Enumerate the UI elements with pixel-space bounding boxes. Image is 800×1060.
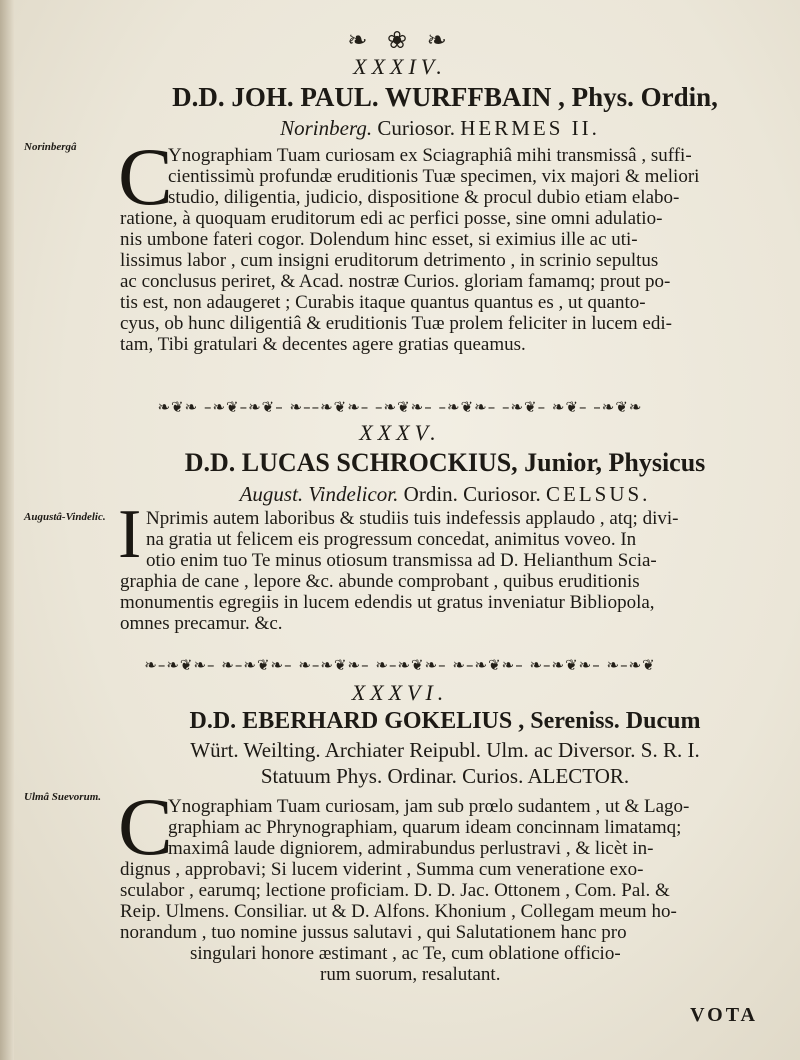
ornamental-rule: ❧–❧❦❧– ❧–❧❦❧– ❧–❧❦❧– ❧–❧❦❧– ❧–❧❦❧– ❧–❧❦❧– ❧–❧❦ [144,656,656,674]
text-line: singulari honore æstimant , ac Te, cum oblatione officio- [190,943,621,964]
subheading-text: Ordin. Curiosor. [403,482,541,506]
section-numeral: XXXV. [359,420,441,445]
text-line: studio, diligentia, judicio, dispositione & procul dubio etiam elabo- [168,187,680,208]
text-line: dignus , approbavi; Si lucem viderint , Summa cum veneratione exo- [120,859,644,880]
section-subheading [100,482,790,507]
text-line: nis umbone fateri cogor. Dolendum hinc esset, si eximius ille ac uti- [120,229,638,250]
text-line: sculabor , earumq; lectione proficiam. D. D. Jac. Ottonem , Com. Pal. & [120,880,670,901]
section-heading-line3: Statuum Phys. Ordinar. Curios. ALECTOR. [260,764,630,788]
text-line: omnes precamur. &c. [120,613,283,634]
text-line: Reip. Ulmens. Consiliar. ut & D. Alfons. Khonium , Collegam meum ho- [120,901,677,922]
text-line: tam, Tibi gratulari & decentes agere gratias queamus. [120,334,526,355]
text-line: ratione, à quoquam eruditorum edi ac perfici posse, sine omni adulatio- [120,208,663,229]
section-heading: D.D. LUCAS SCHROCKIUS, Junior, Physicus [184,448,706,477]
text-line: maximâ laude digniorem, admirabundus perlustravi , & licèt in- [168,838,654,859]
letter-body [120,796,780,985]
text-line: rum suorum, resalutant. [320,964,501,985]
text-line: graphiam ac Phrynographiam, quarum ideam concinnam limatamq; [168,817,682,838]
text-line: Nprimis autem laboribus & studiis tuis indefessis applaudo , atq; divi- [146,508,679,529]
drop-initial: C [118,131,173,222]
letter-body [120,145,780,355]
text-line: ac conclusus periret, & Acad. nostræ Curios. gloriam famamq; prout po- [120,271,671,292]
section-heading: D.D. EBERHARD GOKELIUS , Sereniss. Ducum [189,708,701,734]
text-line: lissimus labor , cum insigni eruditorum detrimento , in scrinio sepultus [120,250,659,271]
section-subheading [160,116,720,141]
text-line: otio enim tuo Te minus otiosum transmissa ad D. Helianthum Scia- [146,550,657,571]
section-heading-line2: Würt. Weilting. Archiater Reipubl. Ulm. ac Diversor. S. R. I. [190,738,700,762]
page-gutter [0,0,14,1060]
letter-body [120,508,780,634]
text-line: graphia de cane , lepore &c. abunde comprobant , quibus eruditionis [120,571,640,592]
section-heading: D.D. JOH. PAUL. WURFFBAIN , Phys. Ordin, [172,82,718,112]
subheading-place: August. Vindelicor. [239,482,399,506]
margin-note: Ulmâ Suevorum. [24,791,102,803]
drop-initial: I [118,496,142,573]
subheading-cognomen: CELSUS. [546,482,651,506]
margin-note: Augustâ-Vindelic. [24,511,106,523]
text-line: Ynographiam Tuam curiosam, jam sub prœlo sudantem , ut & Lago- [168,796,690,817]
subheading-cognomen: HERMES II. [460,116,600,140]
section-numeral: XXXIV. [353,54,447,79]
subheading-place: Norinberg. [280,116,373,140]
top-ornament: ❧ ❀ ❧ [347,26,453,54]
text-line: norandum , tuo nomine jussus salutavi , qui Salutationem hanc pro [120,922,627,943]
text-line: cientissimù profundæ eruditionis Tuæ specimen, vix majori & meliori [168,166,700,187]
subheading-text: Curiosor. [377,116,455,140]
text-line: Ynographiam Tuam curiosam ex Sciagraphiâ mihi transmissâ , suffi- [168,145,692,166]
ornamental-rule: ❧❦❧ –❧❦–❧❦– ❧––❧❦❧– –❧❦❧– –❧❦❧– –❧❦– ❧❦– –❧❦❧ [157,398,643,416]
text-line: tis est, non adaugeret ; Curabis itaque quantus quantus es , ut quanto- [120,292,646,313]
catchword: VOTA [690,1004,758,1026]
text-line: na gratia ut felicem eis progressum concedat, animitus voveo. In [146,529,637,550]
section-numeral: XXXVI. [351,680,449,705]
text-line: cyus, ob hunc diligentiâ & eruditionis Tuæ prolem feliciter in lucem edi- [120,313,672,334]
margin-note: Norinbergâ [24,141,77,153]
text-line: monumentis egregiis in lucem edendis ut gratus inveniatur Bibliopola, [120,592,655,613]
drop-initial: C [118,781,173,872]
